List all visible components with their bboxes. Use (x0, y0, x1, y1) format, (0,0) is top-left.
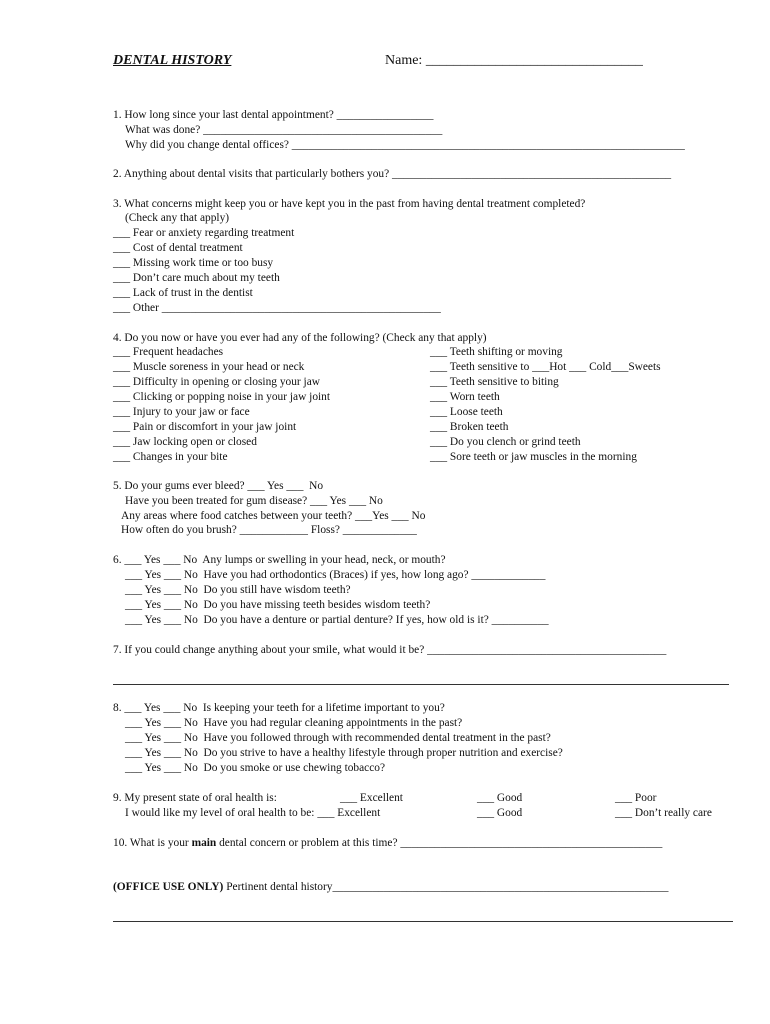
q2-bothers[interactable]: 2. Anything about dental visits that particularly bothers you? _________________________________________________ (113, 168, 672, 180)
q6-item[interactable]: ___ Yes ___ No Do you have missing teeth besides wisdom teeth? (125, 599, 431, 611)
q4-right-option[interactable]: ___ Broken teeth (430, 421, 509, 433)
q4-right-option[interactable]: ___ Teeth sensitive to biting (430, 376, 559, 388)
q4-right-option[interactable]: ___ Worn teeth (430, 391, 500, 403)
q4-right-option[interactable]: ___ Do you clench or grind teeth (430, 436, 581, 448)
q3-instruction: (Check any that apply) (125, 212, 230, 224)
q8-item[interactable]: ___ Yes ___ No Do you strive to have a healthy lifestyle through proper nutrition and exercise? (125, 747, 563, 759)
q4-left-option[interactable]: ___ Muscle soreness in your head or neck (113, 361, 305, 373)
office-answer-line[interactable] (113, 921, 733, 922)
q5-food-catches[interactable]: Any areas where food catches between your teeth? ___Yes ___ No (121, 510, 426, 522)
q10-suffix[interactable]: dental concern or problem at this time? ______________________________________________ (216, 837, 663, 849)
q3-option[interactable]: ___ Lack of trust in the dentist (113, 287, 253, 299)
q10-prefix: 10. What is your (113, 837, 192, 849)
q7-answer-line[interactable] (113, 684, 729, 685)
q8-item[interactable]: 8. ___ Yes ___ No Is keeping your teeth for a lifetime important to you? (113, 702, 445, 714)
q1-why-change[interactable]: Why did you change dental offices? _____________________________________________________________________ (125, 139, 685, 151)
q4-left-option[interactable]: ___ Frequent headaches (113, 346, 224, 358)
q5-gums-bleed[interactable]: 5. Do your gums ever bleed? ___ Yes ___ No (113, 480, 324, 492)
q4-right-option[interactable]: ___ Teeth sensitive to ___Hot ___ Cold___Sweets (430, 361, 661, 373)
q9-present-poor[interactable]: ___ Poor (615, 792, 657, 804)
q6-item[interactable]: ___ Yes ___ No Do you still have wisdom teeth? (125, 584, 351, 596)
q3-option[interactable]: ___ Missing work time or too busy (113, 257, 274, 269)
q3-option[interactable]: ___ Cost of dental treatment (113, 242, 243, 254)
q8-item[interactable]: ___ Yes ___ No Do you smoke or use chewing tobacco? (125, 762, 386, 774)
q9-desired-dont-care[interactable]: ___ Don’t really care (615, 807, 712, 819)
q6-item[interactable]: ___ Yes ___ No Do you have a denture or partial denture? If yes, how old is it? __________ (125, 614, 549, 626)
q4-right-option[interactable]: ___ Loose teeth (430, 406, 503, 418)
q8-item[interactable]: ___ Yes ___ No Have you followed through with recommended dental treatment in the past? (125, 732, 551, 744)
q9-desired-label[interactable]: I would like my level of oral health to be: ___ Excellent (125, 807, 381, 819)
q4-left-option[interactable]: ___ Jaw locking open or closed (113, 436, 257, 448)
q4-right-option[interactable]: ___ Teeth shifting or moving (430, 346, 563, 358)
q3-option[interactable]: ___ Fear or anxiety regarding treatment (113, 227, 295, 239)
q9-present-good[interactable]: ___ Good (477, 792, 523, 804)
q6-item[interactable]: 6. ___ Yes ___ No Any lumps or swelling in your head, neck, or mouth? (113, 554, 446, 566)
q7-change-smile[interactable]: 7. If you could change anything about your smile, what would it be? __________________________________________ (113, 644, 667, 656)
q9-desired-good[interactable]: ___ Good (477, 807, 523, 819)
q4-left-option[interactable]: ___ Injury to your jaw or face (113, 406, 250, 418)
q9-present-label: 9. My present state of oral health is: (113, 792, 277, 804)
form-title: DENTAL HISTORY (113, 53, 232, 68)
q10-bold-main: main (191, 837, 217, 849)
name-field[interactable]: Name: _______________________________ (385, 53, 643, 68)
q3-option[interactable]: ___ Don’t care much about my teeth (113, 272, 280, 284)
q4-right-option[interactable]: ___ Sore teeth or jaw muscles in the morning (430, 451, 637, 463)
q5-gum-disease[interactable]: Have you been treated for gum disease? ___ Yes ___ No (125, 495, 383, 507)
q4-question: 4. Do you now or have you ever had any of the following? (Check any that apply) (113, 332, 487, 344)
q4-left-option[interactable]: ___ Changes in your bite (113, 451, 228, 463)
office-use-label: (OFFICE USE ONLY) (113, 881, 224, 893)
office-use-text[interactable]: Pertinent dental history___________________________________________________________ (223, 881, 669, 893)
q4-left-option[interactable]: ___ Difficulty in opening or closing your jaw (113, 376, 321, 388)
q6-item[interactable]: ___ Yes ___ No Have you had orthodontics (Braces) if yes, how long ago? _____________ (125, 569, 546, 581)
q3-option[interactable]: ___ Other _________________________________________________ (113, 302, 441, 314)
q4-left-option[interactable]: ___ Clicking or popping noise in your jaw joint (113, 391, 331, 403)
q4-left-option[interactable]: ___ Pain or discomfort in your jaw joint (113, 421, 297, 433)
q1-last-appointment[interactable]: 1. How long since your last dental appointment? _________________ (113, 109, 434, 121)
q8-item[interactable]: ___ Yes ___ No Have you had regular cleaning appointments in the past? (125, 717, 463, 729)
q1-what-was-done[interactable]: What was done? __________________________________________ (125, 124, 443, 136)
q10-main-concern[interactable] (113, 836, 662, 850)
q3-question: 3. What concerns might keep you or have kept you in the past from having dental treatment completed? (113, 198, 586, 210)
office-use-history[interactable] (113, 880, 669, 894)
q5-brush-floss[interactable]: How often do you brush? ____________ Floss? _____________ (121, 524, 417, 536)
q9-present-excellent[interactable]: ___ Excellent (340, 792, 403, 804)
